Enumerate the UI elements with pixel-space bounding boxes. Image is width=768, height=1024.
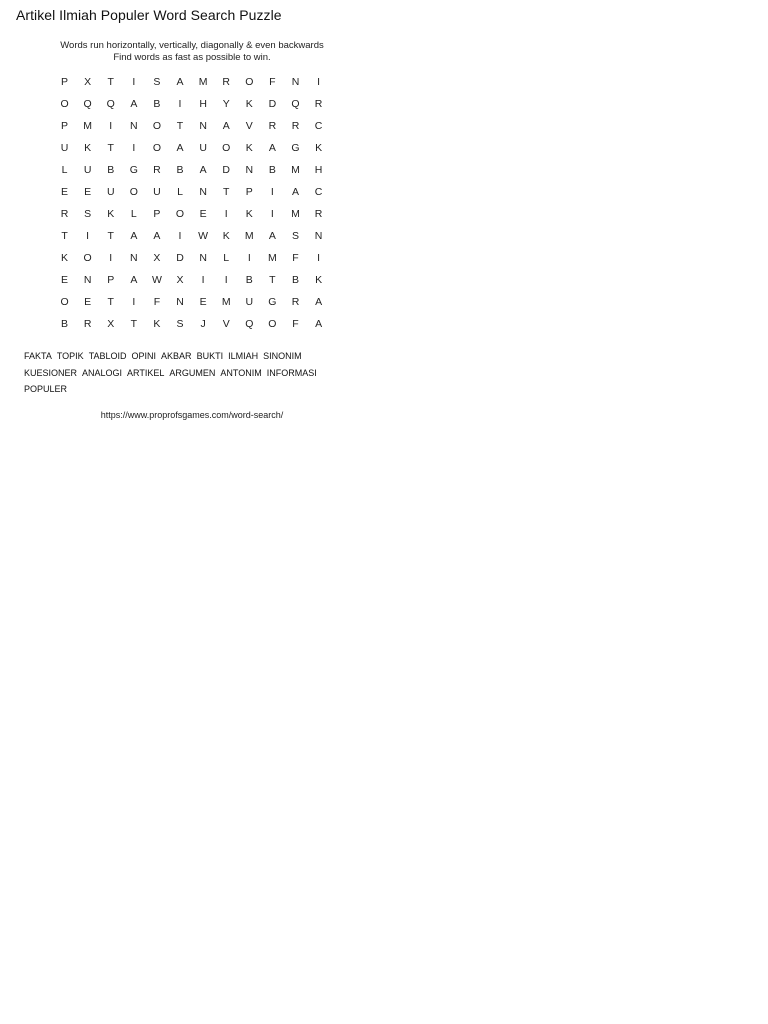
grid-cell: U (83, 164, 92, 176)
grid-cell: S (153, 76, 161, 88)
grid-cell: Q (245, 318, 254, 330)
grid-cell: I (132, 296, 136, 308)
grid-cell: A (130, 98, 138, 110)
grid-cell: B (61, 318, 69, 330)
word-list-item: ILMIAH (228, 351, 259, 361)
grid-cell: L (177, 186, 183, 198)
grid-cell: P (245, 186, 253, 198)
grid-cell: P (107, 274, 115, 286)
grid-cell: O (175, 208, 185, 220)
instructions-line-1: Words run horizontally, vertically, diagonally & even backwards (60, 40, 324, 51)
grid-cell: U (153, 186, 161, 198)
grid-cell: E (61, 186, 69, 198)
word-list (24, 348, 334, 398)
grid-cell: A (199, 164, 207, 176)
grid-cell: I (132, 76, 136, 88)
grid-cell: A (268, 142, 276, 154)
grid-cell: F (153, 296, 161, 308)
grid-cell: X (176, 274, 184, 286)
grid-cell: R (83, 318, 92, 330)
grid-cell: Y (222, 98, 230, 110)
grid-cell: M (291, 208, 300, 220)
grid-cell: S (176, 318, 184, 330)
grid-cell: A (315, 318, 323, 330)
grid-cell: N (83, 274, 92, 286)
word-list-item: POPULER (24, 384, 68, 394)
word-list-item: AKBAR (161, 351, 192, 361)
word-list-item: INFORMASI (266, 367, 317, 378)
grid-cell: O (268, 318, 277, 330)
grid-cell: G (129, 164, 138, 176)
grid-cell: I (270, 208, 274, 220)
grid-cell: X (107, 318, 115, 330)
grid-cell: L (223, 252, 230, 264)
grid-cell: I (86, 230, 90, 242)
letter-grid (53, 71, 330, 335)
grid-cell: A (153, 230, 161, 242)
grid-cell: E (61, 274, 69, 286)
grid-cell: K (315, 274, 323, 286)
grid-cell: F (269, 76, 276, 88)
grid-cell: J (200, 318, 206, 330)
grid-cell: O (245, 76, 254, 88)
grid-cell: A (315, 296, 323, 308)
grid-cell: O (152, 142, 161, 154)
word-list-item: TOPIK (56, 351, 84, 361)
grid-cell: E (199, 208, 207, 220)
grid-cell: P (61, 76, 69, 88)
grid-cell: F (292, 318, 299, 330)
grid-cell: O (60, 296, 69, 308)
grid-cell: R (60, 208, 69, 220)
grid-cell: A (130, 274, 138, 286)
grid-cell: W (151, 274, 162, 286)
grid-cell: H (199, 98, 207, 110)
grid-cell: I (224, 208, 228, 220)
grid-cell: O (83, 252, 92, 264)
grid-cell: I (247, 252, 251, 264)
grid-cell: I (178, 98, 182, 110)
grid-cell: U (60, 142, 69, 154)
grid-cell: N (176, 296, 184, 308)
grid-cell: G (291, 142, 300, 154)
grid-cell: B (107, 164, 115, 176)
grid-cell: O (129, 186, 138, 198)
grid-cell: B (268, 164, 276, 176)
grid-cell: L (130, 208, 137, 220)
grid-cell: S (84, 208, 92, 220)
grid-cell: A (291, 186, 299, 198)
grid-cell: I (201, 274, 205, 286)
grid-cell: U (245, 296, 254, 308)
grid-cell: D (176, 252, 184, 264)
grid-cell: D (222, 164, 230, 176)
grid-cell: L (61, 164, 68, 176)
word-list-item: KUESIONER (24, 367, 78, 378)
instructions-line-2: Find words as fast as possible to win. (113, 51, 271, 63)
grid-cell: R (268, 120, 277, 132)
page-title: Artikel Ilmiah Populer Word Search Puzzle (16, 7, 282, 23)
grid-cell: N (199, 186, 207, 198)
grid-cell: M (268, 252, 277, 264)
grid-cell: X (84, 76, 92, 88)
grid-cell: A (130, 230, 138, 242)
grid-cell: N (245, 164, 254, 176)
grid-cell: E (199, 296, 207, 308)
grid-cell: P (153, 208, 161, 220)
grid-cell: B (176, 164, 184, 176)
grid-cell: K (153, 318, 161, 330)
word-list-item: FAKTA (24, 351, 52, 361)
grid-cell: A (176, 142, 184, 154)
grid-cell: K (61, 252, 69, 264)
grid-cell: N (291, 76, 300, 88)
grid-cell: R (314, 208, 323, 220)
grid-cell: N (130, 252, 138, 264)
grid-cell: F (292, 252, 299, 264)
grid-cell: H (314, 164, 323, 176)
grid-cell: K (315, 142, 323, 154)
grid-cell: C (314, 120, 323, 132)
grid-cell: I (270, 186, 274, 198)
grid-cell: Q (291, 98, 300, 110)
grid-cell: K (245, 98, 253, 110)
grid-cell: R (291, 120, 300, 132)
grid-cell: I (109, 252, 113, 264)
grid-cell: T (61, 230, 68, 242)
word-list-item: ARGUMEN (169, 367, 216, 378)
grid-cell: N (199, 252, 207, 264)
grid-cell: V (222, 318, 230, 330)
grid-cell: I (224, 274, 228, 286)
grid-cell: U (106, 186, 115, 198)
grid-cell: R (153, 164, 161, 176)
grid-cell: T (107, 142, 114, 154)
grid-cell: T (107, 230, 114, 242)
grid-cell: I (317, 252, 321, 264)
grid-cell: B (245, 274, 253, 286)
grid-cell: W (198, 230, 209, 242)
grid-cell: N (314, 230, 323, 242)
grid-cell: M (83, 120, 93, 132)
word-list-item: SINONIM (263, 351, 302, 361)
grid-cell: O (60, 98, 69, 110)
word-list-item: BUKTI (196, 351, 224, 361)
word-list-item: TABLOID (88, 351, 127, 361)
grid-cell: Q (83, 98, 92, 110)
source-url: https://www.proprofsgames.com/word-search/ (100, 410, 284, 420)
grid-cell: N (130, 120, 138, 132)
grid-cell: I (132, 142, 136, 154)
grid-cell: T (107, 76, 114, 88)
grid-cell: N (199, 120, 207, 132)
grid-cell: G (268, 296, 277, 308)
grid-cell: K (222, 230, 230, 242)
grid-cell: T (130, 318, 138, 330)
grid-cell: T (176, 120, 184, 132)
grid-cell: I (317, 76, 321, 88)
grid-cell: R (314, 98, 323, 110)
word-list-item: ANALOGI (82, 367, 123, 378)
grid-cell: K (84, 142, 92, 154)
grid-cell: E (84, 296, 92, 308)
grid-cell: K (245, 142, 253, 154)
grid-cell: T (107, 296, 114, 308)
grid-cell: A (268, 230, 276, 242)
grid-cell: B (291, 274, 299, 286)
grid-cell: I (109, 120, 113, 132)
grid-cell: R (291, 296, 300, 308)
grid-cell: K (245, 208, 253, 220)
grid-cell: K (107, 208, 115, 220)
grid-cell: M (221, 296, 231, 308)
grid-cell: C (314, 186, 323, 198)
grid-cell: O (152, 120, 161, 132)
grid-cell: M (244, 230, 254, 242)
grid-cell: Q (106, 98, 115, 110)
grid-cell: E (84, 186, 92, 198)
grid-cell: M (198, 76, 208, 88)
grid-cell: O (222, 142, 231, 154)
grid-cell: R (222, 76, 230, 88)
grid-cell: V (245, 120, 253, 132)
grid-cell: U (199, 142, 207, 154)
word-list-item: OPINI (131, 351, 157, 361)
grid-cell: X (153, 252, 161, 264)
grid-cell: A (176, 76, 184, 88)
grid-cell: S (291, 230, 299, 242)
grid-cell: P (61, 120, 69, 132)
grid-cell: I (178, 230, 182, 242)
grid-cell: T (269, 274, 276, 286)
grid-cell: M (291, 164, 300, 176)
grid-cell: D (268, 98, 277, 110)
grid-cell: B (153, 98, 161, 110)
word-list-item: ARTIKEL (127, 367, 165, 378)
grid-cell: T (222, 186, 230, 198)
grid-cell: A (222, 120, 230, 132)
word-list-item: ANTONIM (220, 367, 262, 378)
instructions (40, 40, 344, 63)
